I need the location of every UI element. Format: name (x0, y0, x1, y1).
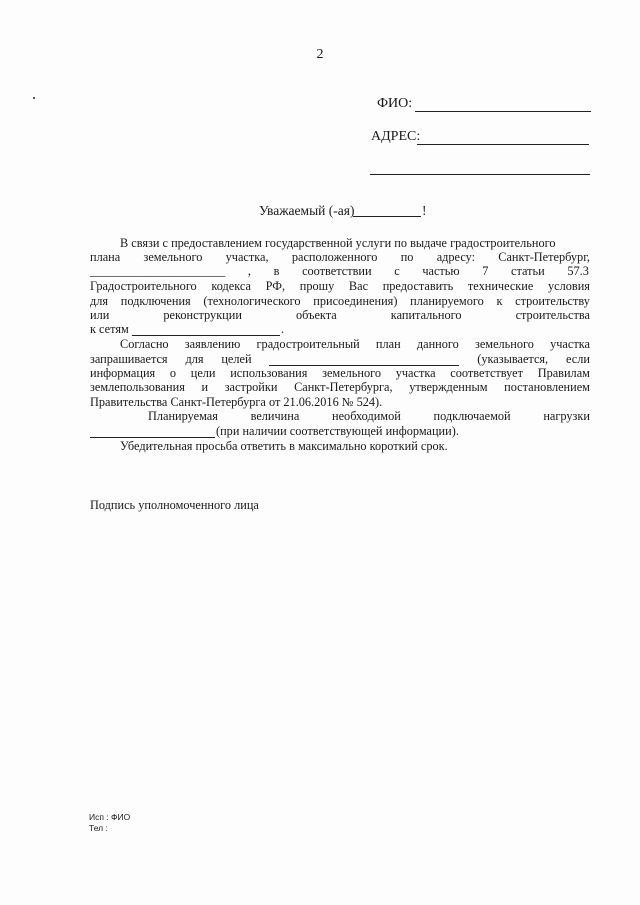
address-label: АДРЕС: (371, 129, 421, 144)
para4: Убедительная просьба ответить в максимально короткий срок. (120, 439, 448, 453)
para2-line5: Правительства Санкт-Петербурга от 21.06.2016 № 524). (90, 395, 383, 409)
para1-line2: плана земельного участка, расположенного по адресу: Санкт-Петербург, (90, 250, 590, 264)
footer-executor: Исп : ФИО (89, 812, 131, 822)
page-number: 2 (316, 47, 324, 62)
fio-field[interactable] (415, 111, 591, 112)
para3-line2: (при наличии соответствующей информации). (216, 424, 459, 438)
para1-line6: или реконструкции объекта капитального строительства (90, 308, 590, 322)
para2-line2: запрашивается для целей (указывается, если (90, 352, 590, 366)
para2-line3: информация о цели использования земельного участка соответствует Правилам (90, 366, 590, 380)
address-field[interactable] (417, 144, 589, 145)
fio-label: ФИО: (377, 96, 413, 111)
greeting-end: ! (422, 203, 427, 218)
networks-field[interactable] (132, 335, 280, 336)
para1-line1: В связи с предоставлением государственной услуги по выдаче градостроительного (120, 236, 556, 250)
address-field-extra[interactable] (370, 174, 590, 175)
para1-line7: к сетям (90, 322, 129, 336)
footer-phone: Тел : (89, 823, 108, 833)
purpose-field[interactable] (269, 352, 459, 366)
scan-speck (33, 97, 35, 99)
signature-label: Подпись уполномоченного лица (90, 498, 259, 512)
para1-line5: для подключения (технологического присоединения) планируемого к строительству (90, 294, 590, 308)
para2-line1: Согласно заявлению градостроительный план данного земельного участка (120, 337, 590, 351)
load-field[interactable] (90, 437, 215, 438)
para1-line7-end: . (281, 322, 285, 336)
para1-line4: Градостроительного кодекса РФ, прошу Вас предоставить технические условия (90, 279, 590, 293)
greeting-start: Уважаемый (-ая) (259, 203, 355, 218)
para3-line1: Планируемая величина необходимой подключаемой нагрузки (148, 409, 590, 423)
para2-line4: землепользования и застройки Санкт-Петербурга, утвержденным постановлением (90, 380, 590, 394)
para1-line3: ______________________ , в соответствии с частью 7 статьи 57.3 (90, 264, 589, 278)
greeting-name-field[interactable] (353, 216, 421, 217)
address-blank[interactable]: ______________________ (90, 264, 226, 278)
